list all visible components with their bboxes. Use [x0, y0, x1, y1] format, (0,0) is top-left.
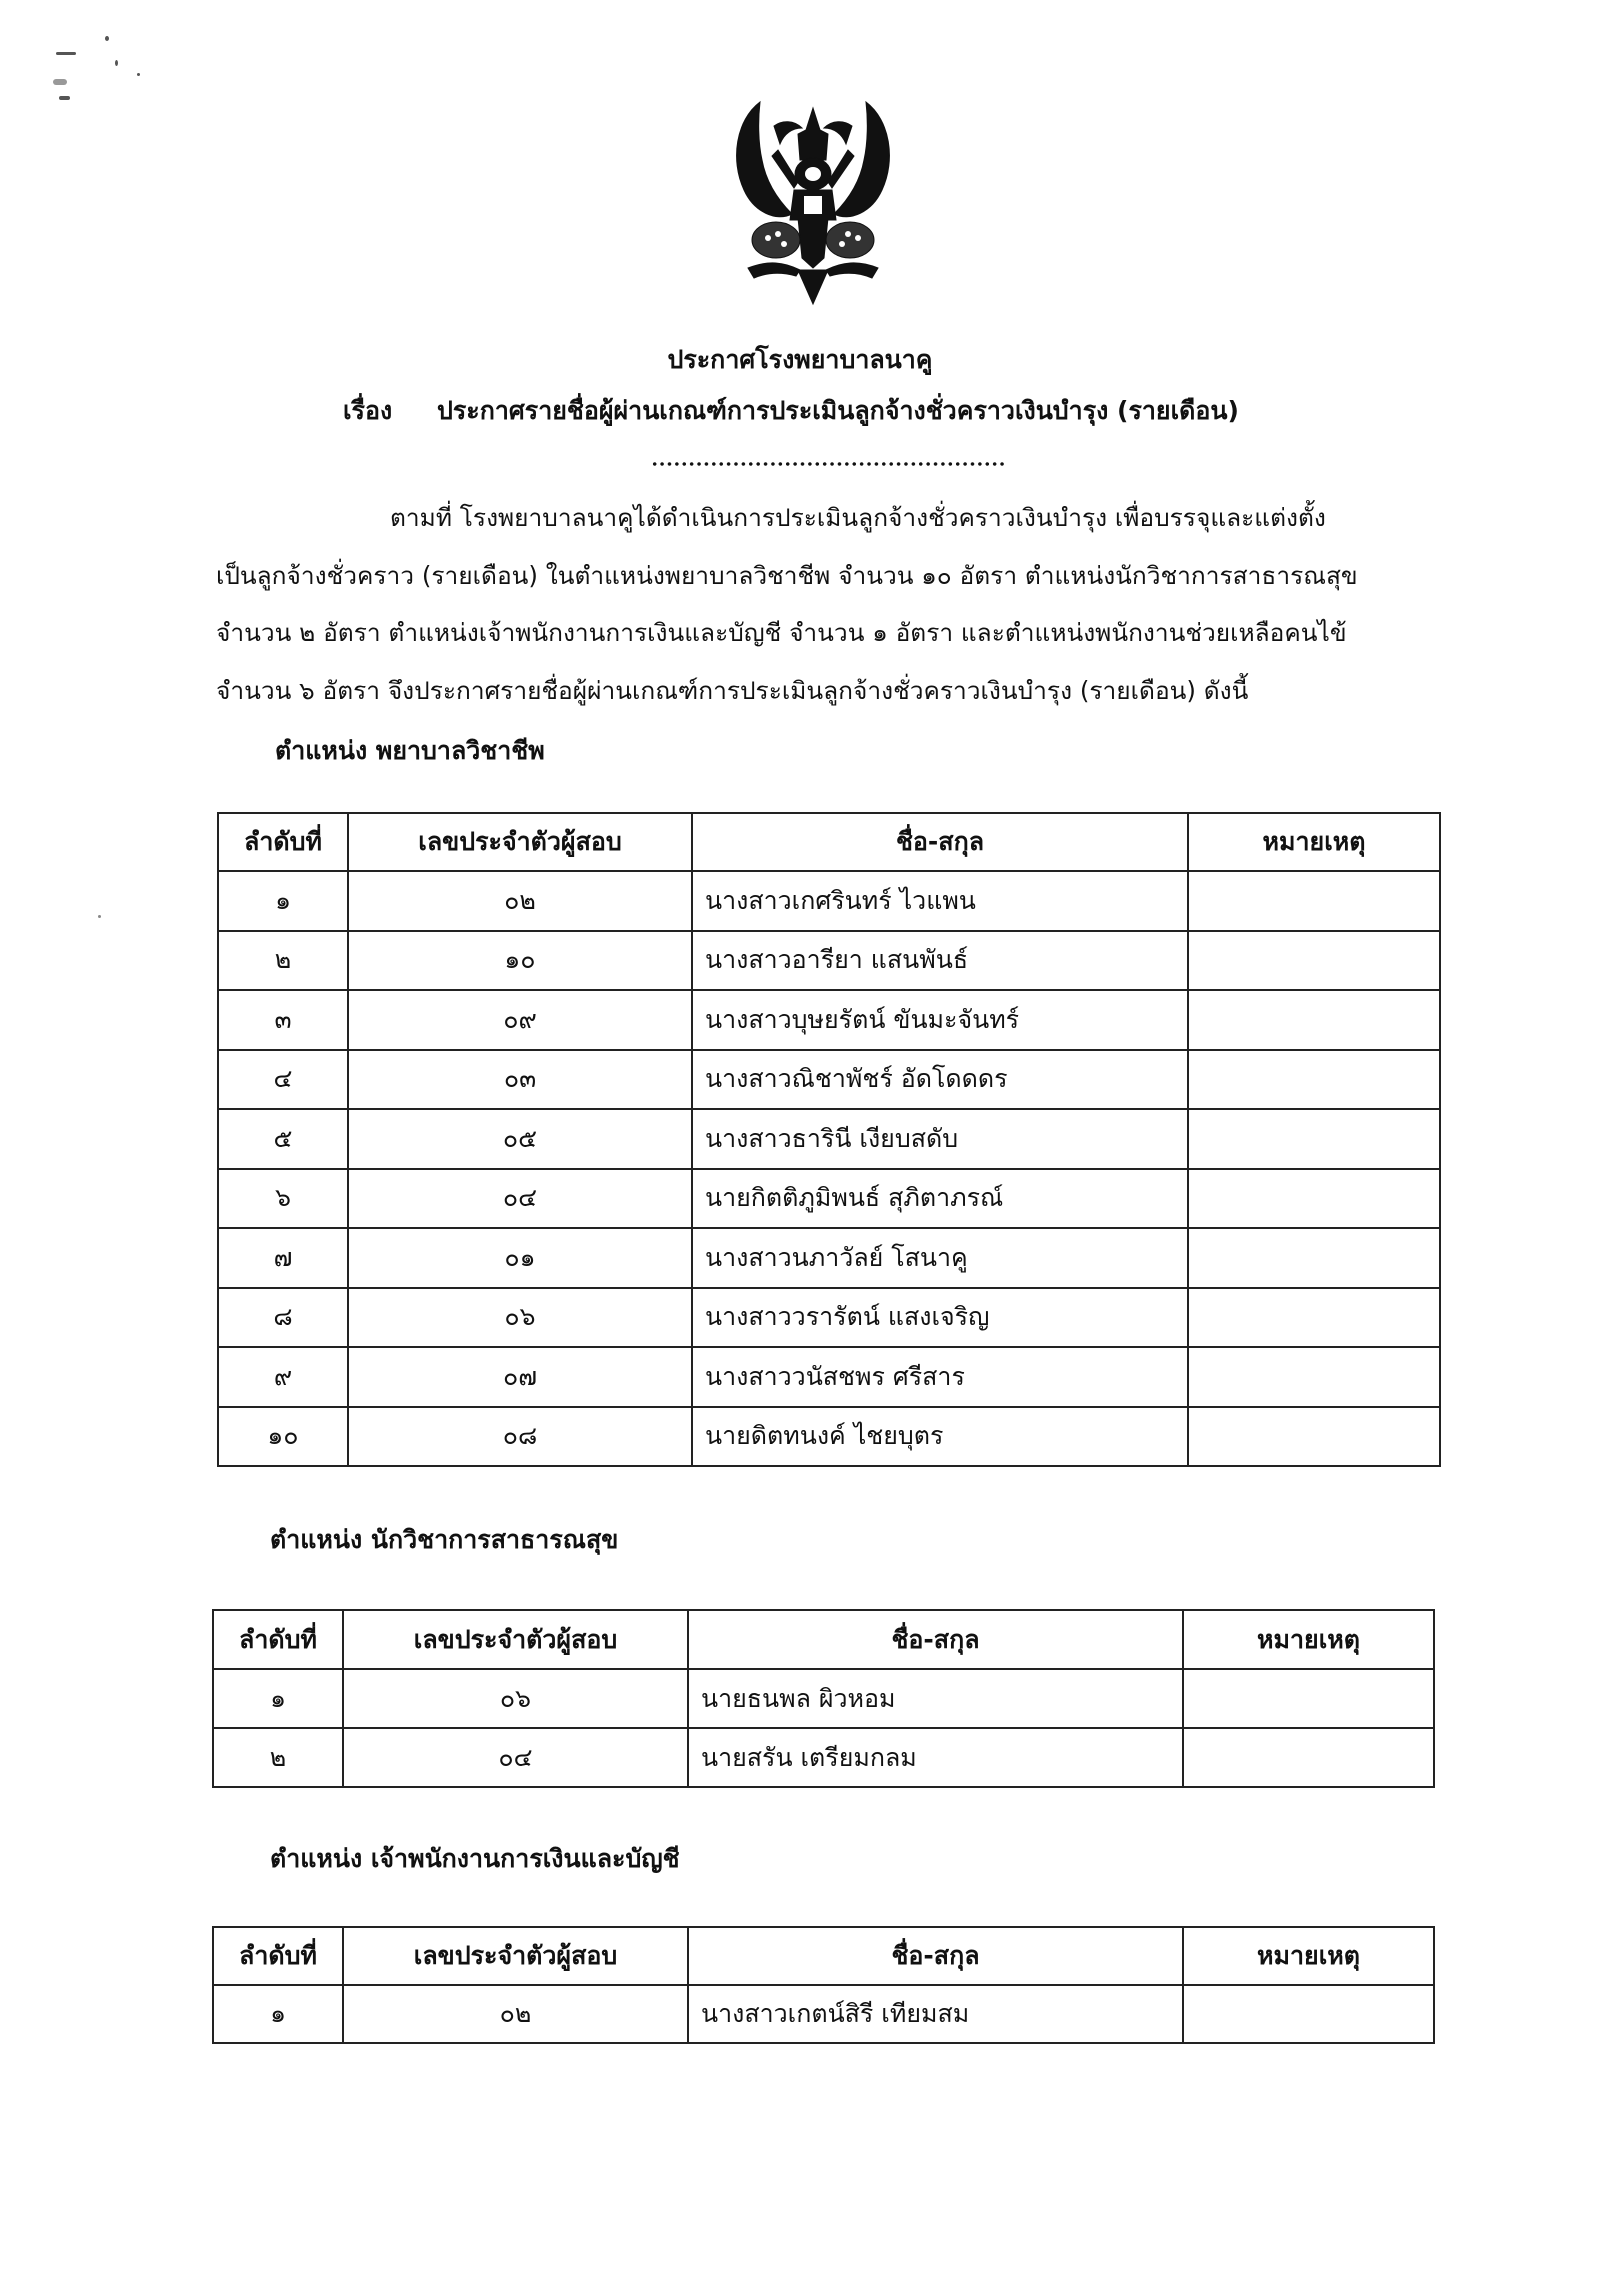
table-header-row [213, 1610, 1434, 1669]
cell-exam-id: ๐๓ [348, 1050, 692, 1110]
dotted-separator [651, 461, 1006, 467]
table-row [213, 1669, 1434, 1728]
header-name: ชื่อ-สกุล [688, 1610, 1183, 1669]
cell-no: ๑ [213, 1985, 343, 2043]
cell-no: ๒ [213, 1728, 343, 1787]
cell-name: นางสาวธารินี เงียบสดับ [692, 1109, 1188, 1169]
scan-speck [98, 915, 101, 918]
table-row [218, 1109, 1440, 1169]
cell-name: นางสาวบุษยรัตน์ ขันมะจันทร์ [692, 990, 1188, 1050]
cell-name: นางสาววนัสชพร ศรีสาร [692, 1347, 1188, 1407]
table-row [213, 1728, 1434, 1787]
cell-exam-id: ๐๔ [343, 1728, 688, 1787]
scan-speck [137, 73, 140, 76]
header-remark: หมายเหตุ [1183, 1927, 1434, 1985]
cell-name: นายธนพล ผิวหอม [688, 1669, 1183, 1728]
header-exam-id: เลขประจำตัวผู้สอบ [343, 1610, 688, 1669]
cell-name: นางสาวเกศรินทร์ ไวแพน [692, 871, 1188, 931]
cell-exam-id: ๐๑ [348, 1228, 692, 1288]
table-row [213, 1985, 1434, 2043]
table-registered-nurse [217, 812, 1441, 1467]
section-heading-registered-nurse: ตำแหน่ง พยาบาลวิชาชีพ [275, 736, 545, 765]
cell-no: ๓ [218, 990, 348, 1050]
cell-name: นายดิตทนงค์ ไชยบุตร [692, 1407, 1188, 1467]
table-row [218, 1407, 1440, 1467]
cell-no: ๘ [218, 1288, 348, 1348]
table-row [218, 1050, 1440, 1110]
header-exam-id: เลขประจำตัวผู้สอบ [343, 1927, 688, 1985]
cell-remark [1188, 1169, 1440, 1229]
cell-exam-id: ๐๗ [348, 1347, 692, 1407]
cell-remark [1188, 931, 1440, 991]
table-row [218, 1228, 1440, 1288]
cell-remark [1188, 1347, 1440, 1407]
scan-speck [105, 36, 109, 41]
table-finance-officer [212, 1926, 1435, 2044]
header-no: ลำดับที่ [213, 1610, 343, 1669]
header-remark: หมายเหตุ [1183, 1610, 1434, 1669]
cell-no: ๑ [218, 871, 348, 931]
cell-remark [1188, 990, 1440, 1050]
cell-name: นางสาวเกตน์สิรี เทียมสม [688, 1985, 1183, 2043]
table-row [218, 990, 1440, 1050]
cell-remark [1183, 1728, 1434, 1787]
cell-no: ๖ [218, 1169, 348, 1229]
header-remark: หมายเหตุ [1188, 813, 1440, 871]
cell-name: นางสาวอารียา แสนพันธ์ [692, 931, 1188, 991]
scan-speck [56, 52, 76, 55]
cell-exam-id: ๐๖ [348, 1288, 692, 1348]
scan-speck [53, 79, 67, 85]
cell-exam-id: ๐๒ [343, 1985, 688, 2043]
cell-remark [1183, 1985, 1434, 2043]
body-line-4: จำนวน ๖ อัตรา จึงประกาศรายชื่อผู้ผ่านเกณฑ์การประเมินลูกจ้างชั่วคราวเงินบำรุง (รายเดือน) ดังนี้ [216, 676, 1249, 705]
cell-remark [1188, 871, 1440, 931]
header-name: ชื่อ-สกุล [692, 813, 1188, 871]
section-heading-finance-officer: ตำแหน่ง เจ้าพนักงานการเงินและบัญชี [270, 1844, 680, 1873]
header-exam-id: เลขประจำตัวผู้สอบ [348, 813, 692, 871]
cell-name: นางสาววรารัตน์ แสงเจริญ [692, 1288, 1188, 1348]
table-row [218, 871, 1440, 931]
scan-speck [115, 60, 118, 66]
cell-exam-id: ๐๕ [348, 1109, 692, 1169]
cell-remark [1188, 1407, 1440, 1467]
table-row [218, 1347, 1440, 1407]
cell-name: นางสาวณิชาพัชร์ อัดโดดดร [692, 1050, 1188, 1110]
cell-name: นางสาวนภาวัลย์ โสนาคู [692, 1228, 1188, 1288]
cell-exam-id: ๐๙ [348, 990, 692, 1050]
table-header-row [218, 813, 1440, 871]
table-row [218, 1288, 1440, 1348]
cell-exam-id: ๐๖ [343, 1669, 688, 1728]
header-no: ลำดับที่ [218, 813, 348, 871]
table-row [218, 931, 1440, 991]
cell-name: นายกิตติภูมิพนธ์ สุภิตาภรณ์ [692, 1169, 1188, 1229]
cell-remark [1188, 1228, 1440, 1288]
table-public-health [212, 1609, 1435, 1788]
subject-label: เรื่อง [343, 396, 393, 425]
cell-exam-id: ๐๒ [348, 871, 692, 931]
cell-no: ๒ [218, 931, 348, 991]
cell-no: ๑ [213, 1669, 343, 1728]
cell-remark [1188, 1288, 1440, 1348]
section-heading-public-health: ตำแหน่ง นักวิชาการสาธารณสุข [270, 1525, 619, 1554]
header-name: ชื่อ-สกุล [688, 1927, 1183, 1985]
cell-no: ๙ [218, 1347, 348, 1407]
body-line-1: ตามที่ โรงพยาบาลนาคูได้ดำเนินการประเมินลูกจ้างชั่วคราวเงินบำรุง เพื่อบรรจุและแต่งตั้ง [390, 503, 1326, 532]
cell-remark [1188, 1109, 1440, 1169]
cell-remark [1188, 1050, 1440, 1110]
cell-no: ๗ [218, 1228, 348, 1288]
body-line-3: จำนวน ๒ อัตรา ตำแหน่งเจ้าพนักงานการเงินและบัญชี จำนวน ๑ อัตรา และตำแหน่งพนักงานช่วยเหลือคนไข้ [216, 618, 1347, 647]
cell-exam-id: ๐๔ [348, 1169, 692, 1229]
subject-text: ประกาศรายชื่อผู้ผ่านเกณฑ์การประเมินลูกจ้างชั่วคราวเงินบำรุง (รายเดือน) [437, 396, 1239, 425]
document-title: ประกาศโรงพยาบาลนาคู [667, 345, 933, 374]
cell-exam-id: ๐๘ [348, 1407, 692, 1467]
scan-speck [59, 96, 70, 100]
table-header-row [213, 1927, 1434, 1985]
cell-no: ๕ [218, 1109, 348, 1169]
body-line-2: เป็นลูกจ้างชั่วคราว (รายเดือน) ในตำแหน่งพยาบาลวิชาชีพ จำนวน ๑๐ อัตรา ตำแหน่งนักวิชาการสาธารณสุข [216, 561, 1358, 590]
cell-name: นายสรัน เตรียมกลม [688, 1728, 1183, 1787]
header-no: ลำดับที่ [213, 1927, 343, 1985]
table-row [218, 1169, 1440, 1229]
cell-no: ๑๐ [218, 1407, 348, 1467]
garuda-emblem-icon [718, 90, 908, 308]
cell-exam-id: ๑๐ [348, 931, 692, 991]
cell-remark [1183, 1669, 1434, 1728]
cell-no: ๔ [218, 1050, 348, 1110]
